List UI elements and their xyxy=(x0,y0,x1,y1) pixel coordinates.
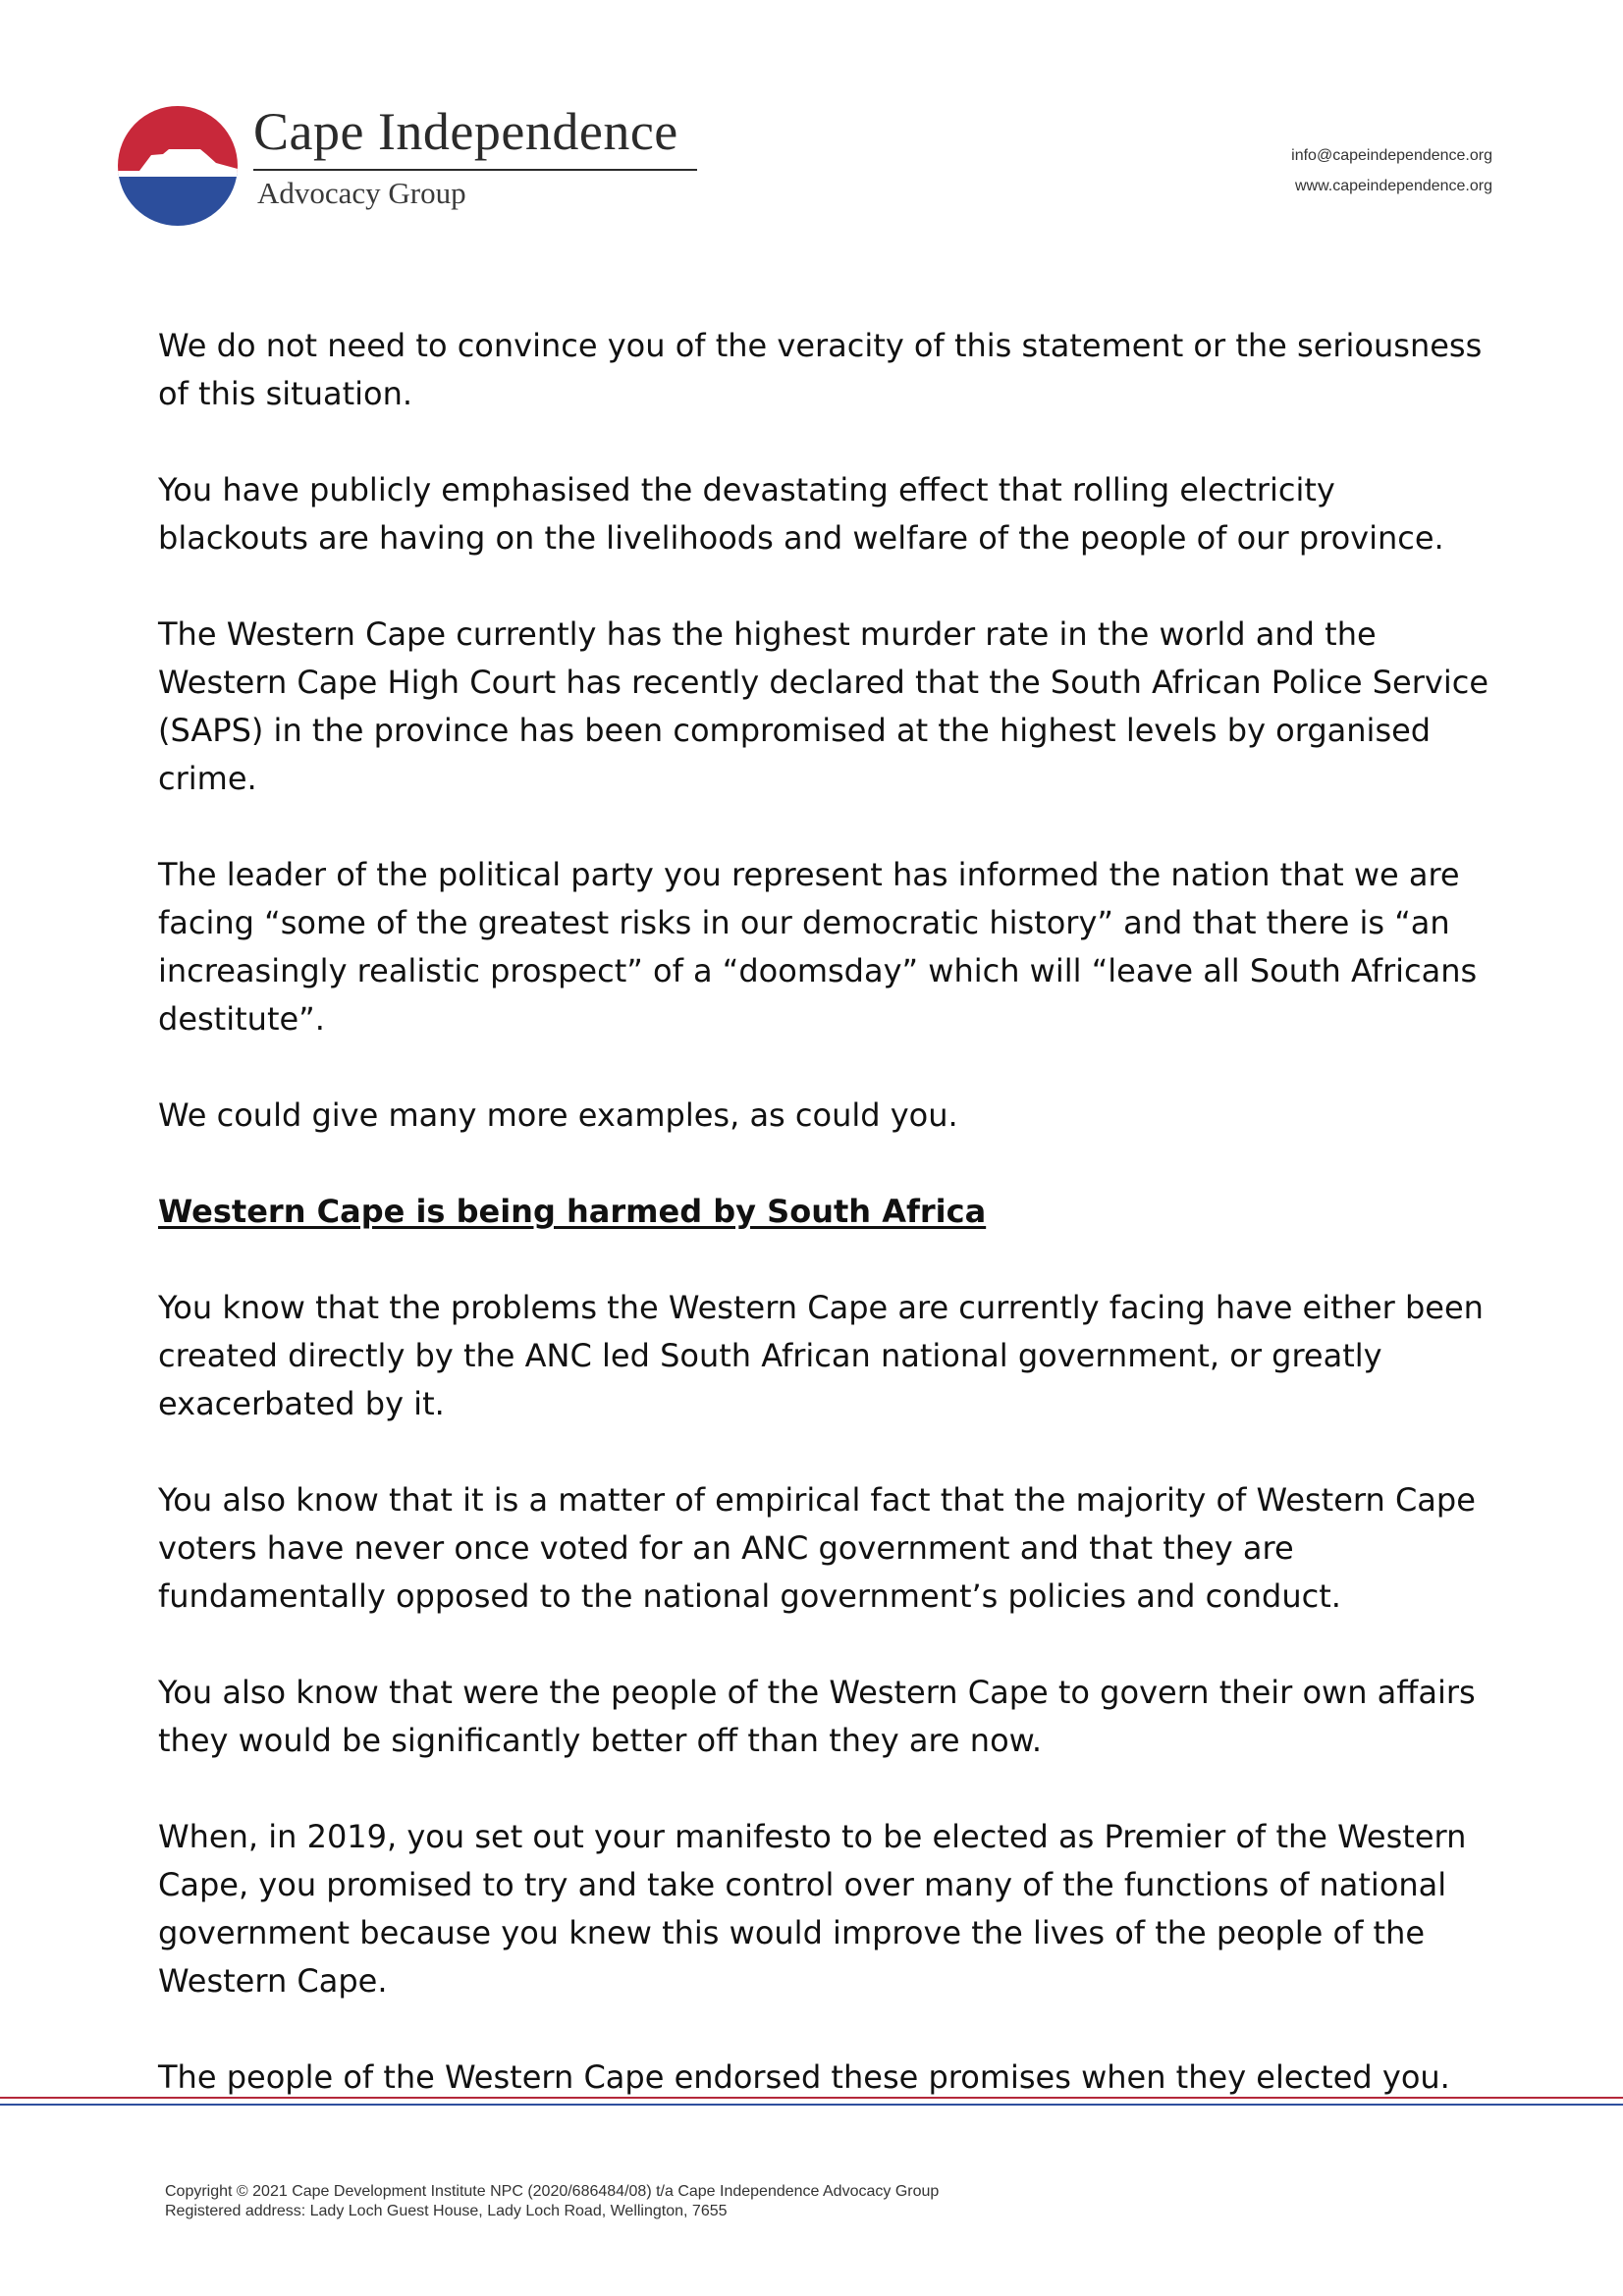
table-mountain-logo-icon xyxy=(118,106,238,226)
footer-divider-red xyxy=(0,2097,1623,2099)
paragraph: You also know that were the people of the Western Cape to govern their own affairs they would be significantly better off than they are now. xyxy=(158,1674,1476,1759)
footer-address: Registered address: Lady Loch Guest House, Lady Loch Road, Wellington, 7655 xyxy=(165,2203,728,2219)
brand-subtitle: Advocacy Group xyxy=(257,176,466,210)
paragraph: You know that the problems the Western Cape are currently facing have either been created directly by the ANC led South African national government, or greatly exacerbated by it. xyxy=(158,1289,1484,1422)
paragraph: You have publicly emphasised the devastating effect that rolling electricity blackouts are having on the livelihoods and welfare of the people of our province. xyxy=(158,471,1444,557)
paragraph: The people of the Western Cape endorsed these promises when they elected you. xyxy=(158,2058,1450,2096)
section-heading: Western Cape is being harmed by South Africa xyxy=(158,1193,987,1230)
paragraph: When, in 2019, you set out your manifesto to be elected as Premier of the Western Cape, you promised to try and take control over many of the functions of national government because you knew this would improve the lives of the people of the Western Cape. xyxy=(158,1818,1467,2000)
paragraph: The Western Cape currently has the highest murder rate in the world and the Western Cape High Court has recently declared that the South African Police Service (SAPS) in the province has been compromised at the highest levels by organised crime. xyxy=(158,615,1488,797)
paragraph: You also know that it is a matter of empirical fact that the majority of Western Cape voters have never once voted for an ANC government and that they are fundamentally opposed to the national government’s policies and conduct. xyxy=(158,1481,1476,1615)
contact-website[interactable]: www.capeindependence.org xyxy=(1294,178,1492,194)
logo xyxy=(118,106,238,226)
paragraph: We could give many more examples, as could you. xyxy=(158,1096,958,1134)
brand-name: Cape Independence xyxy=(253,102,678,161)
contact-block xyxy=(1291,140,1492,201)
paragraph: The leader of the political party you represent has informed the nation that we are facing “some of the greatest risks in our democratic history” and that there is “an increasingly realistic prospect” of a “doomsday” which will “leave all South Africans destitute”. xyxy=(158,856,1478,1038)
letter-body xyxy=(158,322,1493,2150)
footer-divider-blue xyxy=(0,2104,1623,2106)
paragraph: We do not need to convince you of the veracity of this statement or the seriousness of this situation. xyxy=(158,327,1483,412)
contact-email[interactable]: info@capeindependence.org xyxy=(1291,147,1492,164)
brand-divider xyxy=(253,169,697,171)
footer xyxy=(165,2182,939,2221)
footer-copyright: Copyright © 2021 Cape Development Institute NPC (2020/686484/08) t/a Cape Independence Advocacy Group xyxy=(165,2183,940,2200)
